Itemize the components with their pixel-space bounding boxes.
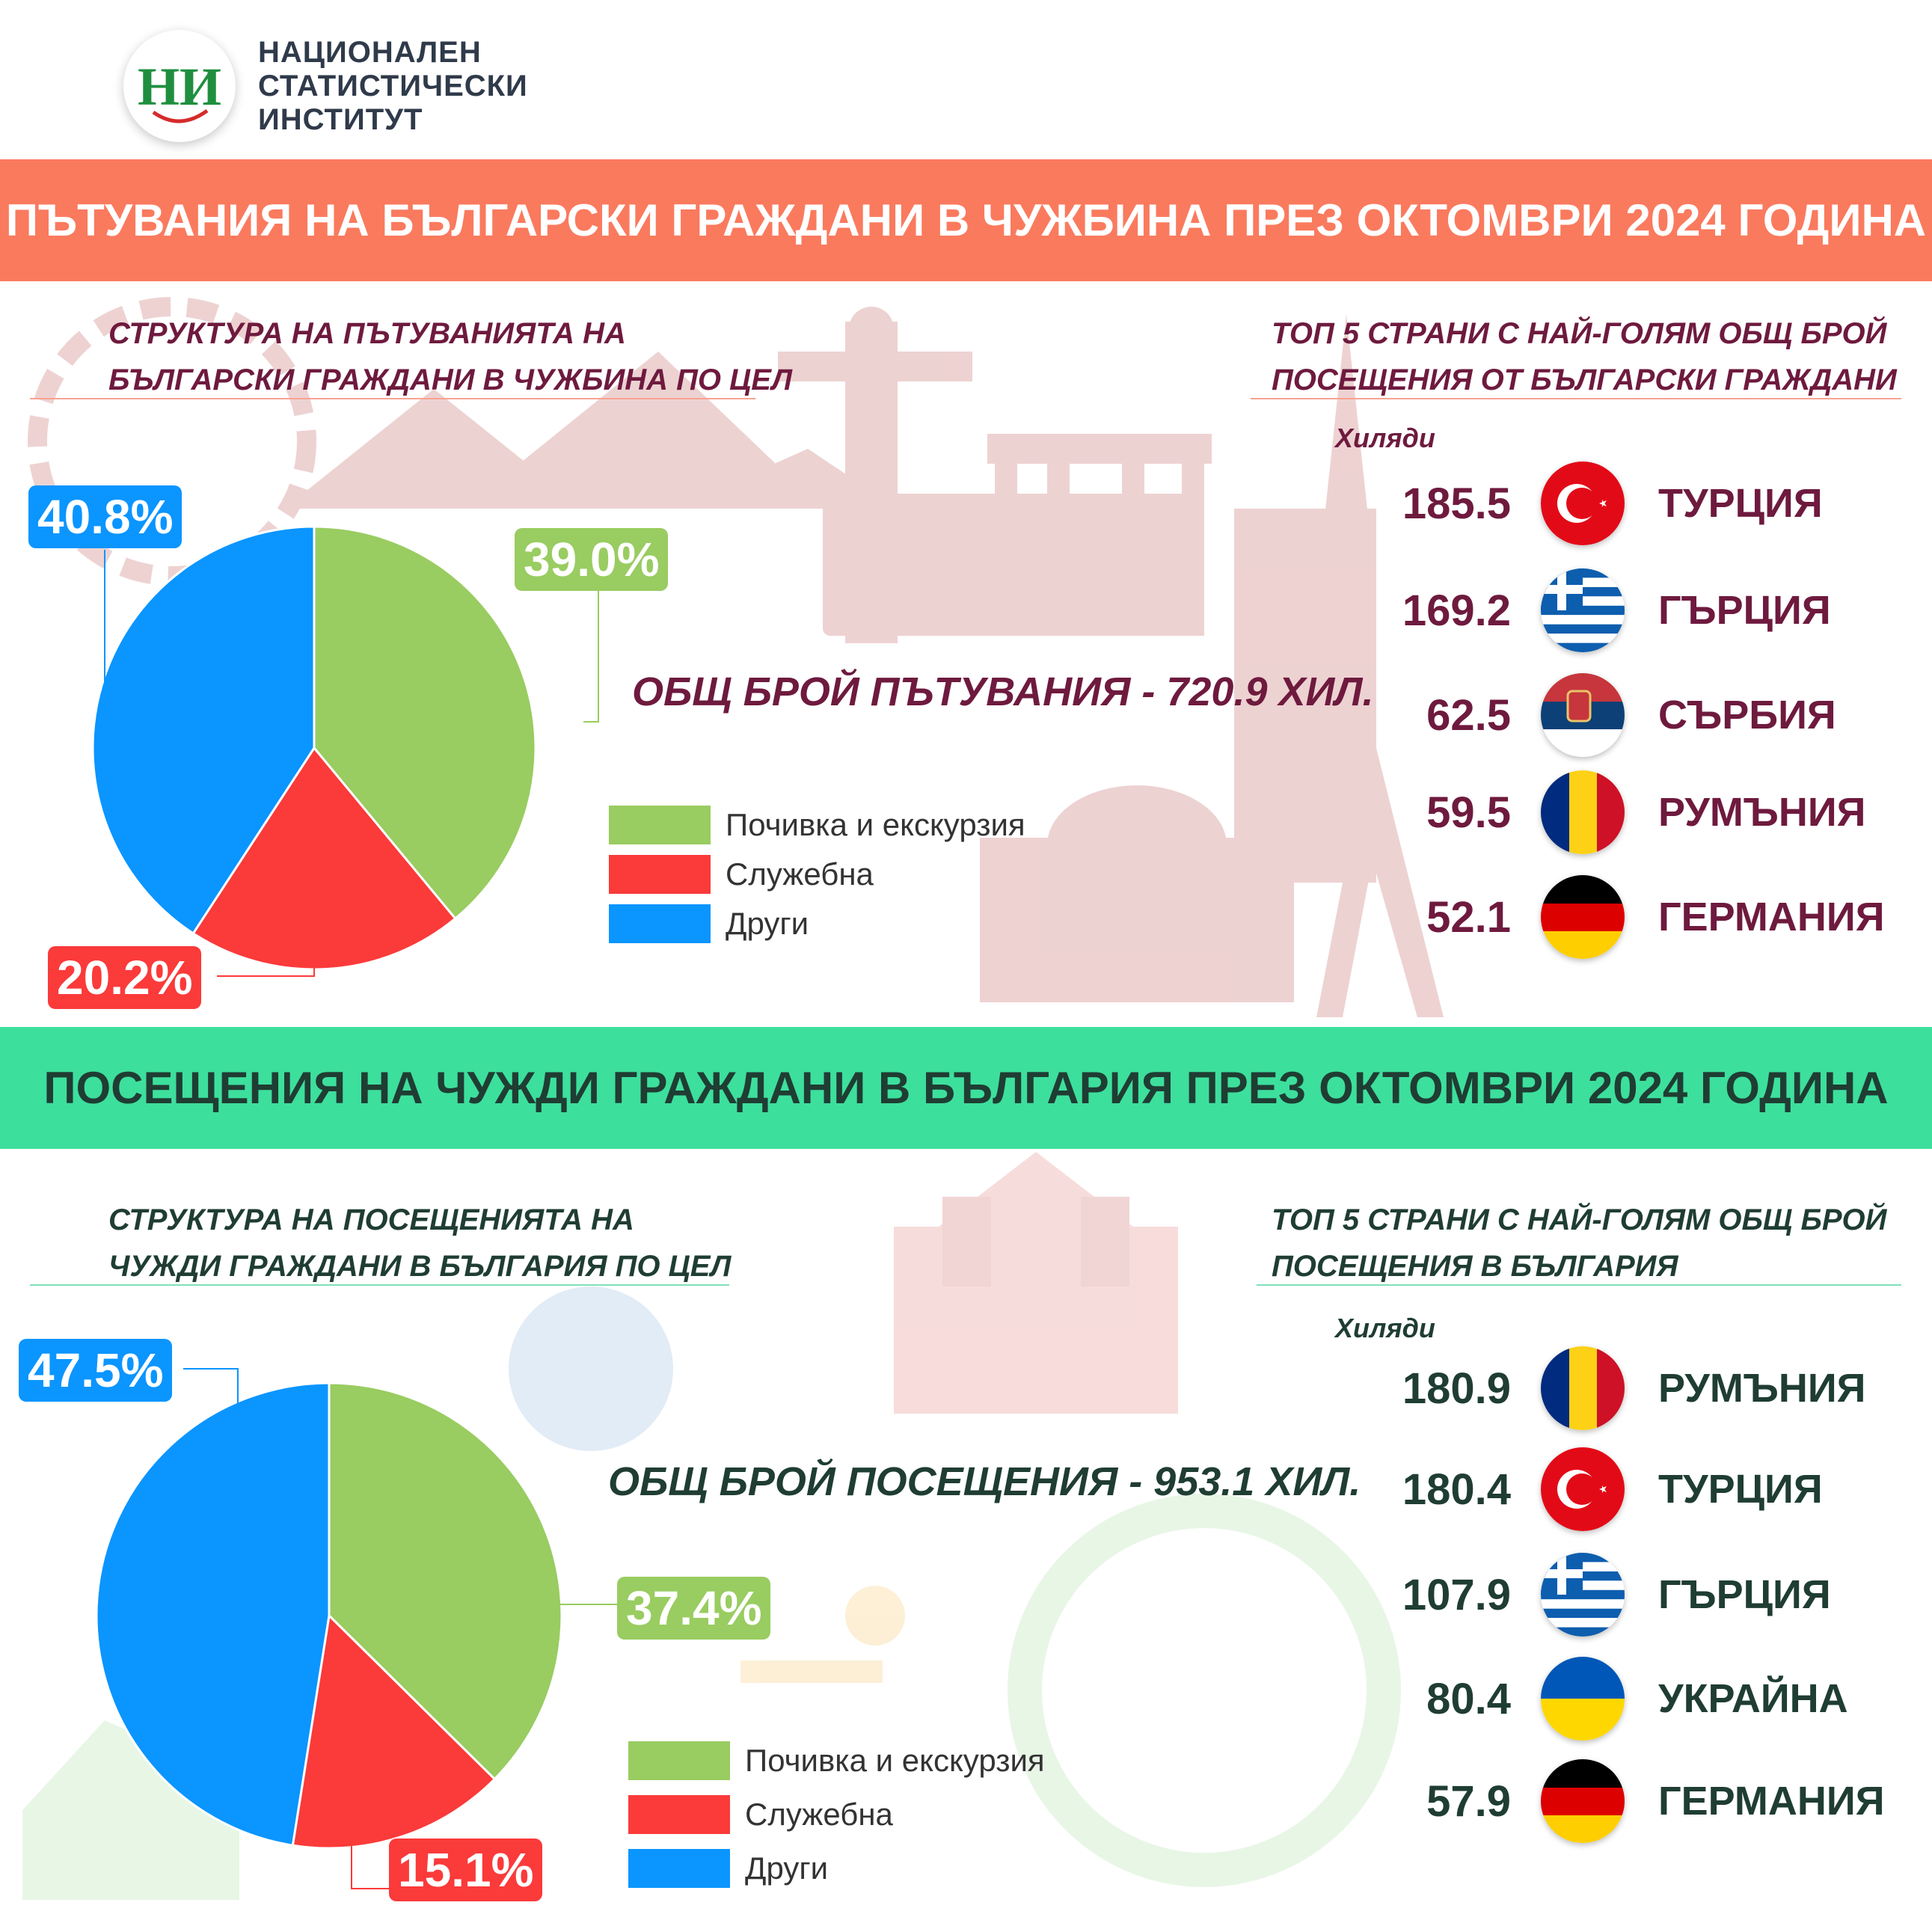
section2-top-title-line2: ПОСЕЩЕНИЯ В БЪЛГАРИЯ [1272,1250,1678,1283]
top-country-name: ГЕРМАНИЯ [1658,1779,1885,1824]
logo-line-1: НАЦИОНАЛЕН [258,36,482,69]
romania-flag-icon [1541,1346,1625,1430]
section2-pie-title-line2: ЧУЖДИ ГРАЖДАНИ В БЪЛГАРИЯ ПО ЦЕЛ [108,1250,732,1283]
top-country-value: 62.5 [1426,690,1511,740]
legend2-item-business [628,1788,1045,1841]
section2-total: ОБЩ БРОЙ ПОСЕЩЕНИЯ - 953.1 ХИЛ. [608,1459,1361,1504]
top-country-value: 57.9 [1426,1776,1511,1826]
turkey-flag-icon [1541,1447,1625,1531]
pie2-label-rest: 37.4% [617,1577,770,1640]
top-country-value: 107.9 [1402,1570,1511,1619]
section2-units: Хиляди [1335,1313,1435,1343]
top-country-value: 180.4 [1402,1465,1511,1514]
section2-pie-title-line1: СТРУКТУРА НА ПОСЕЩЕНИЯТА НА [108,1203,634,1236]
legend2-swatch-other [628,1849,730,1888]
logo-line-2: СТАТИСТИЧЕСКИ [258,70,528,102]
greece-flag-icon [1541,1553,1625,1637]
top-country-row [1373,1447,1823,1531]
section1-pie-title-line1: СТРУКТУРА НА ПЪТУВАНИЯТА НА [108,317,626,350]
section1-units: Хиляди [1335,423,1435,453]
pie1-label-business: 20.2% [48,946,201,1009]
top-country-value: 180.9 [1402,1364,1511,1413]
legend2-label-rest: Почивка и екскурзия [745,1743,1045,1778]
ukraine-flag-icon [1541,1657,1625,1741]
top-country-name: ГЪРЦИЯ [1658,1572,1831,1617]
section1-band-title: ПЪТУВАНИЯ НА БЪЛГАРСКИ ГРАЖДАНИ В ЧУЖБИНА ПРЕЗ ОКТОМВРИ 2024 ГОДИНА [0,159,1932,281]
section1-top-title-line2: ПОСЕЩЕНИЯ ОТ БЪЛГАРСКИ ГРАЖДАНИ [1272,364,1897,396]
pie1-label-rest: 39.0% [515,528,668,591]
top-country-row [1373,1657,1848,1741]
top-country-name: ТУРЦИЯ [1658,481,1823,526]
section2-top-title-line1: ТОП 5 СТРАНИ С НАЙ-ГОЛЯМ ОБЩ БРОЙ [1272,1203,1887,1236]
top-country-name: ТУРЦИЯ [1658,1467,1823,1512]
top-country-value: 80.4 [1426,1674,1511,1723]
section2-band-title: ПОСЕЩЕНИЯ НА ЧУЖДИ ГРАЖДАНИ В БЪЛГАРИЯ ПРЕЗ ОКТОМВРИ 2024 ГОДИНА [0,1027,1932,1149]
section1-total: ОБЩ БРОЙ ПЪТУВАНИЯ - 720.9 ХИЛ. [632,669,1374,714]
logo-line-3: ИНСТИТУТ [258,103,423,136]
legend2-swatch-rest [628,1741,730,1780]
top-country-name: УКРАЙНА [1658,1676,1848,1721]
legend-label-other: Други [726,906,809,941]
top-country-value: 59.5 [1426,788,1511,837]
legend2-item-other [628,1841,1045,1895]
top-country-value: 169.2 [1402,586,1511,635]
top-country-name: СЪРБИЯ [1658,693,1836,737]
legend2-item-rest [628,1734,1045,1788]
top-country-row [1373,1759,1885,1843]
legend2-label-other: Други [745,1850,829,1886]
section1-pie-title-line2: БЪЛГАРСКИ ГРАЖДАНИ В ЧУЖБИНА ПО ЦЕЛ [108,364,792,396]
svg-text:НИ: НИ [137,57,222,117]
legend-label-rest: Почивка и екскурзия [726,807,1025,842]
legend2-swatch-business [628,1795,730,1834]
top-country-row [1373,1346,1865,1430]
germany-flag-icon [1541,1759,1625,1843]
legend-label-business: Служебна [726,856,874,892]
pie2-legend [628,1734,1045,1895]
top-country-name: РУМЪНИЯ [1658,1366,1866,1411]
top-country-value: 52.1 [1426,892,1511,942]
pie1-label-other: 40.8% [28,485,182,548]
top-country-value: 185.5 [1402,479,1511,528]
top-country-name: РУМЪНИЯ [1658,790,1866,835]
section1-top-title-line1: ТОП 5 СТРАНИ С НАЙ-ГОЛЯМ ОБЩ БРОЙ [1272,317,1887,350]
top-country-row [1373,1553,1831,1637]
legend2-label-business: Служебна [745,1797,893,1832]
top-country-name: ГЕРМАНИЯ [1658,895,1885,939]
top-country-name: ГЪРЦИЯ [1658,588,1831,633]
pie2-label-business: 15.1% [389,1839,542,1901]
pie2-label-other: 47.5% [19,1339,172,1402]
